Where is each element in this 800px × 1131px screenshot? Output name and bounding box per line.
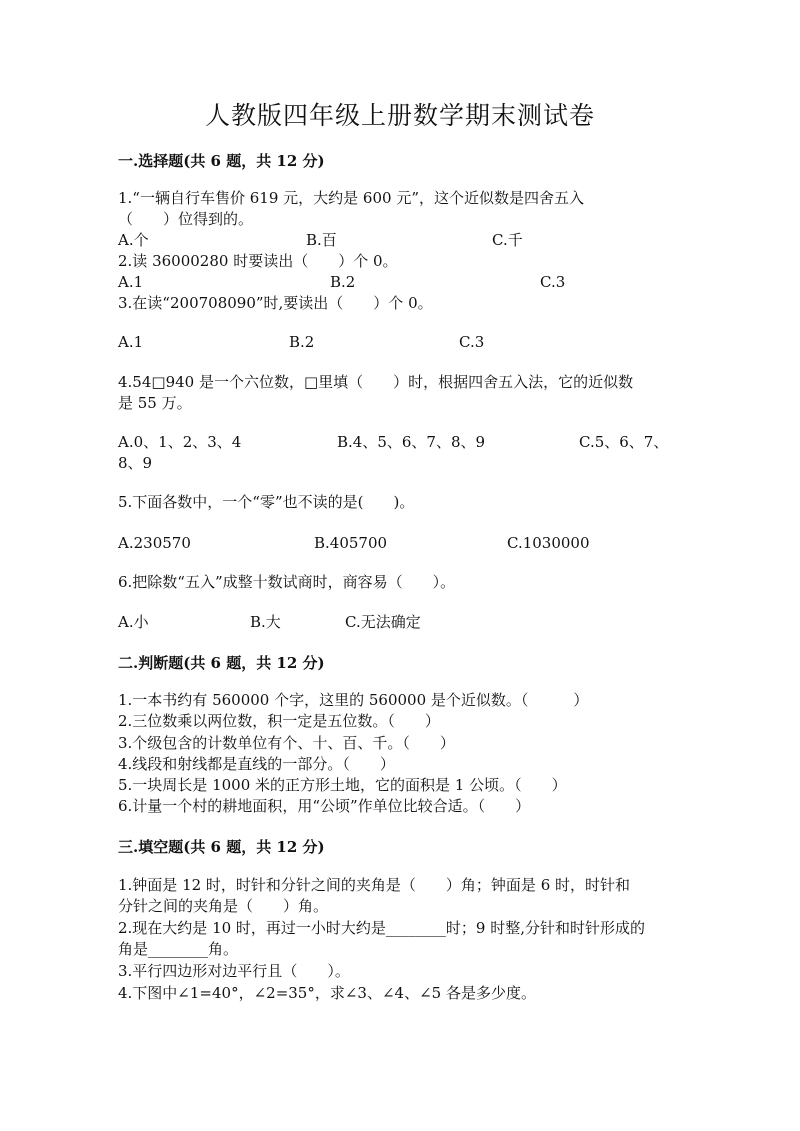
fill-question-1-line-1: 1.钟面是 12 时，时针和分针之间的夹角是（ ）角；钟面是 6 时，时针和 [118, 876, 631, 894]
question-3-option-b: B.2 [289, 333, 315, 351]
section-heading-judgement: 二.判断题(共 6 题，共 12 分) [118, 654, 325, 672]
question-6: 6.把除数“五入”成整十数试商时，商容易（ ）。 [118, 573, 456, 591]
question-4-line-2: 是 55 万。 [118, 394, 192, 412]
question-5: 5.下面各数中，一个“零”也不读的是( )。 [118, 493, 415, 511]
question-1-line-2: （ ）位得到的。 [118, 210, 254, 228]
question-3-option-c: C.3 [459, 333, 485, 351]
question-4-option-a: A.0、1、2、3、4 [118, 433, 242, 451]
fill-question-3: 3.平行四边形对边平行且（ ）。 [118, 962, 350, 980]
fill-question-2-line-1: 2.现在大约是 10 时，再过一小时大约是________时；9 时整,分针和时针形成的 [118, 919, 646, 937]
judgement-item-1: 1.一本书约有 560000 个字，这里的 560000 是个近似数。（ ） [118, 691, 589, 709]
question-1-option-c: C.千 [492, 231, 523, 249]
judgement-item-4: 4.线段和射线都是直线的一部分。（ ） [118, 755, 395, 773]
question-5-option-a: A.230570 [118, 534, 191, 552]
question-6-option-b: B.大 [250, 613, 281, 631]
question-3-option-a: A.1 [118, 333, 144, 351]
question-4-option-c-continued: 8、9 [118, 454, 153, 472]
question-4-option-b: B.4、5、6、7、8、9 [337, 433, 486, 451]
page-title: 人教版四年级上册数学期末测试卷 [204, 101, 595, 130]
question-2-option-b: B.2 [330, 273, 356, 291]
question-2-option-c: C.3 [540, 273, 566, 291]
question-2-option-a: A.1 [118, 273, 144, 291]
question-6-option-c: C.无法确定 [345, 613, 421, 631]
judgement-item-5: 5.一块周长是 1000 米的正方形土地，它的面积是 1 公顷。（ ） [118, 776, 567, 794]
fill-question-4: 4.下图中∠1=40°，∠2=35°，求∠3、∠4、∠5 各是多少度。 [118, 984, 536, 1002]
question-2: 2.读 36000280 时要读出（ ）个 0。 [118, 252, 398, 270]
question-3: 3.在读“200708090”时,要读出（ ）个 0。 [118, 294, 433, 312]
section-heading-fill-blank: 三.填空题(共 6 题，共 12 分) [118, 838, 325, 856]
judgement-item-6: 6.计量一个村的耕地面积，用“公顷”作单位比较合适。（ ） [118, 797, 531, 815]
question-5-option-c: C.1030000 [507, 534, 590, 552]
question-4-option-c: C.5、6、7、 [579, 433, 669, 451]
question-4-line-1: 4.54□940 是一个六位数，□里填（ ）时，根据四舍五入法，它的近似数 [118, 373, 634, 391]
judgement-item-3: 3.个级包含的计数单位有个、十、百、千。（ ） [118, 734, 455, 752]
fill-question-1-line-2: 分针之间的夹角是（ ）角。 [118, 897, 329, 915]
judgement-item-2: 2.三位数乘以两位数，积一定是五位数。（ ） [118, 712, 440, 730]
question-1-option-a: A.个 [118, 231, 149, 249]
question-6-option-a: A.小 [118, 613, 149, 631]
question-1-line-1: 1.“一辆自行车售价 619 元，大约是 600 元”，这个近似数是四舍五入 [118, 189, 584, 207]
question-1-option-b: B.百 [306, 231, 337, 249]
question-5-option-b: B.405700 [314, 534, 388, 552]
fill-question-2-line-2: 角是________角。 [118, 940, 239, 958]
section-heading-choice: 一.选择题(共 6 题，共 12 分) [118, 152, 325, 170]
